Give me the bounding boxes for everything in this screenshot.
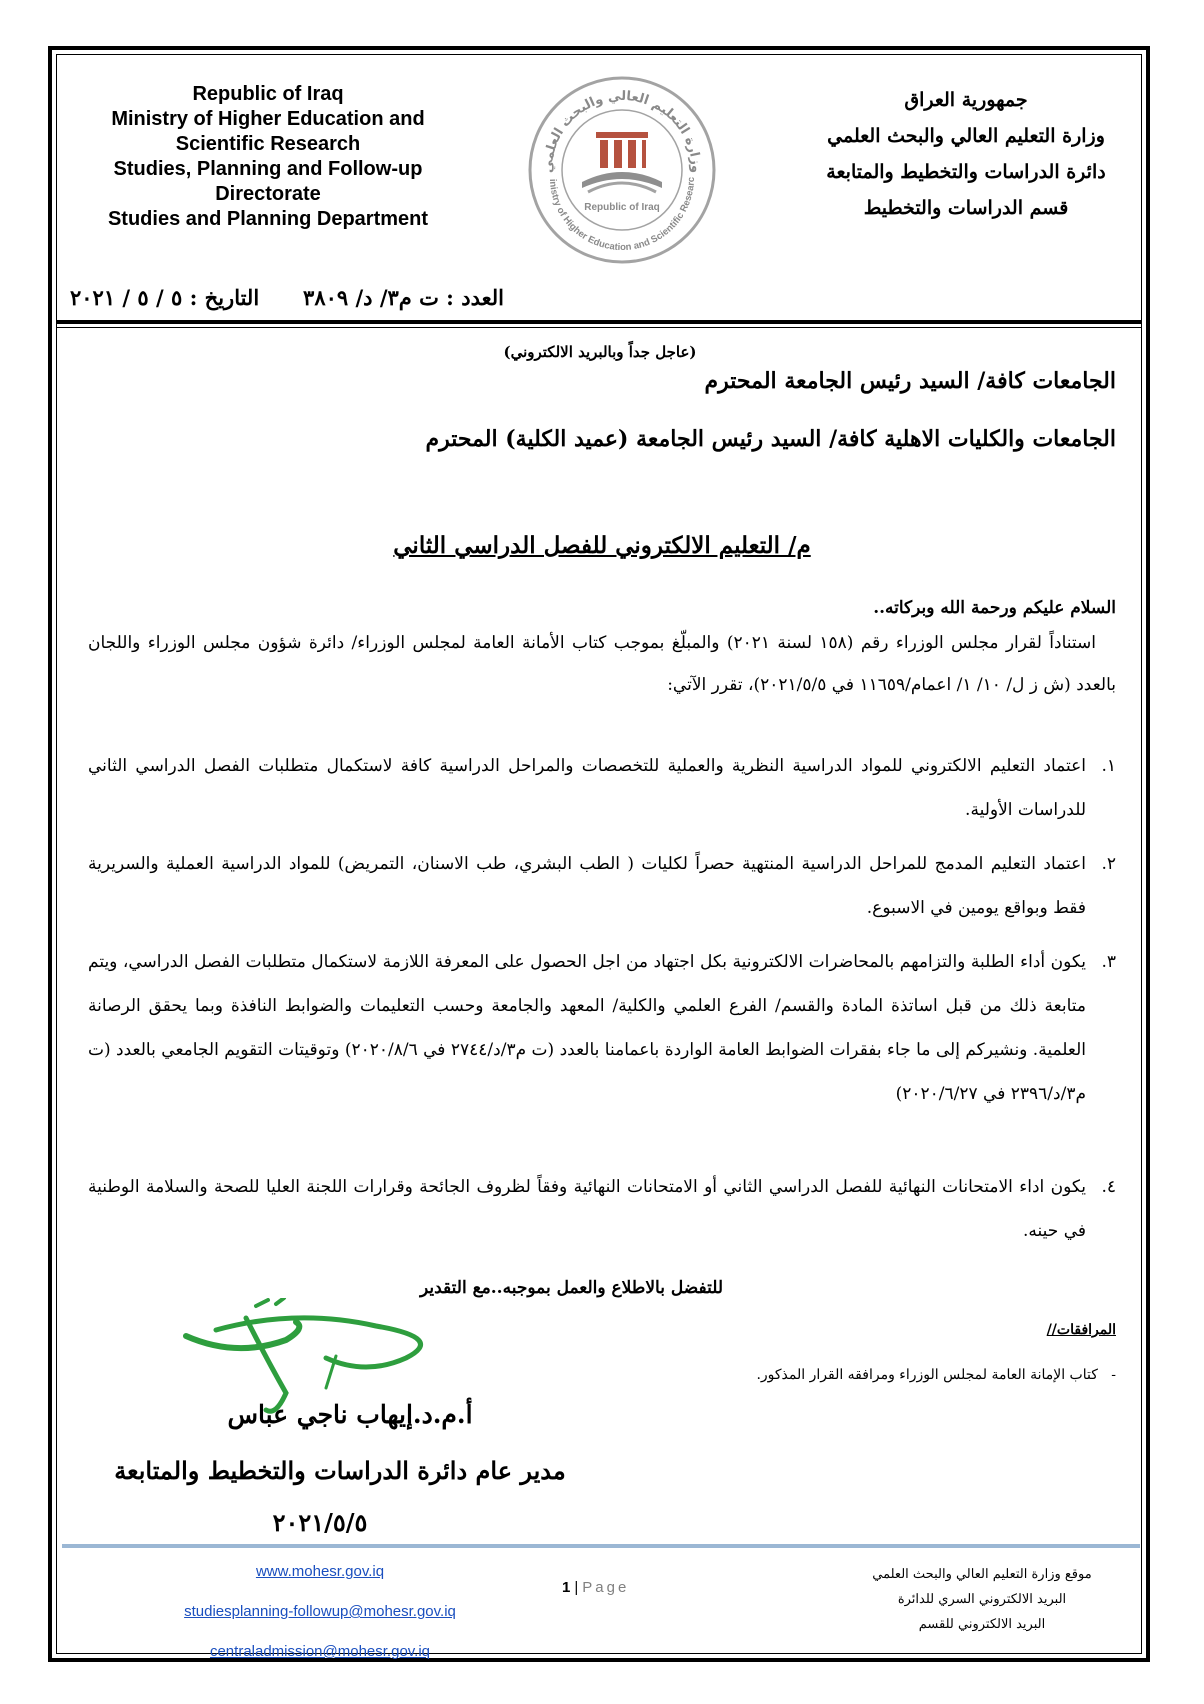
- item-text: اعتماد التعليم المدمج للمراحل الدراسية المنتهية حصراً لكليات ( الطب البشري، طب الاسنان، التمريض) للمواد الدراسية العملية والسريرية فقط وبواقع يومين في الاسبوع.: [88, 854, 1086, 918]
- closing-text: للتفضل بالاطلاع والعمل بموجبه..مع التقدير: [420, 1278, 724, 1298]
- ministry-seal-icon: [522, 70, 722, 270]
- seal-english-ring: inistry of Higher Education and Scientific Researc: [546, 176, 698, 254]
- reference-line: [70, 285, 590, 310]
- list-item: [88, 940, 1116, 1116]
- attachment-item: - كتاب الإمانة العامة لمجلس الوزراء ومرافقه القرار المذكور.: [756, 1367, 1116, 1383]
- urgent-note: (عاجل جداً وبالبريد الالكتروني): [503, 343, 697, 361]
- header-ar-line: جمهورية العراق: [904, 89, 1028, 111]
- page-number: 1 | Page: [562, 1579, 630, 1596]
- signature-date: ٢٠٢١/٥/٥: [272, 1508, 368, 1537]
- reference-number: العدد : ت م٣/ د/ ٣٨٠٩: [303, 285, 504, 310]
- item-text: اعتماد التعليم الالكتروني للمواد الدراسية النظرية والعملية للتخصصات والمراحل الدراسية كافة لاستكمال متطلبات الفصل الدراسي الثاني للدراسات الأولية.: [88, 756, 1086, 820]
- header-en-line: Directorate: [215, 183, 321, 205]
- addressee: الجامعات كافة/ السيد رئيس الجامعة المحترم: [704, 368, 1116, 394]
- header-en-line: Ministry of Higher Education and: [111, 108, 425, 130]
- divider: [56, 327, 1142, 328]
- list-item: [88, 744, 1116, 832]
- header-english: [78, 82, 458, 232]
- item-number: ١.: [1101, 756, 1116, 776]
- header-ar-line: وزارة التعليم العالي والبحث العلمي: [827, 125, 1105, 147]
- item-number: ٢.: [1101, 854, 1116, 874]
- footer-label: البريد الالكتروني للقسم: [918, 1617, 1046, 1632]
- directorate-email-link[interactable]: studiesplanning-followup@mohesr.gov.iq: [184, 1603, 456, 1620]
- intro-paragraph: استناداً لقرار مجلس الوزراء رقم (١٥٨ لسنة ٢٠٢١) والمبلّغ بموجب كتاب الأمانة العامة لمجلس الوزراء/ دائرة شؤون مجلس الوزراء واللجان بالعدد (ش ز ل/ ١٠/ ١/ اعمام/١١٦٥٩ في ٢٠٢١/٥/٥)، تقرر الآتي:: [88, 633, 1116, 695]
- item-number: ٣.: [1101, 952, 1116, 972]
- subject-line: [0, 532, 1204, 559]
- header-en-line: Republic of Iraq: [192, 83, 344, 105]
- website-link[interactable]: www.mohesr.gov.iq: [255, 1563, 385, 1580]
- header-arabic: [786, 82, 1146, 226]
- attachments-title: المرافقات//: [1046, 1322, 1116, 1338]
- attachment-text: كتاب الإمانة العامة لمجلس الوزراء ومرافقه القرار المذكور.: [756, 1367, 1098, 1383]
- letter-intro: [88, 594, 1116, 706]
- signer-name: أ.م.د.إيهاب ناجي عباس: [227, 1400, 473, 1429]
- footer-label: موقع وزارة التعليم العالي والبحث العلمي: [872, 1567, 1092, 1582]
- footer-divider: [62, 1544, 1140, 1548]
- header-en-line: Studies, Planning and Follow-up: [113, 158, 423, 180]
- footer-arabic-labels: [832, 1562, 1132, 1637]
- list-item: [88, 1165, 1116, 1253]
- footer-links: [100, 1552, 540, 1672]
- reference-date: التاريخ : ٥ / ٥ / ٢٠٢١: [70, 285, 260, 310]
- header-ar-line: دائرة الدراسات والتخطيط والمتابعة: [826, 161, 1106, 183]
- addressee: الجامعات والكليات الاهلية كافة/ السيد رئيس الجامعة (عميد الكلية) المحترم: [425, 426, 1116, 452]
- header-en-line: Studies and Planning Department: [107, 208, 429, 230]
- greeting: السلام عليكم ورحمة الله وبركاته..: [873, 598, 1116, 618]
- seal-arabic-ring: وزارة التعليم العالي والبحث العلمي: [540, 88, 704, 174]
- header-en-line: Scientific Research: [175, 133, 361, 155]
- header-ar-line: قسم الدراسات والتخطيط: [863, 197, 1069, 219]
- footer-label: البريد الالكتروني السري للدائرة: [897, 1592, 1067, 1607]
- divider: [56, 320, 1142, 324]
- subject-text: م/ التعليم الالكتروني للفصل الدراسي الثاني: [393, 532, 811, 559]
- item-text: يكون أداء الطلبة والتزامهم بالمحاضرات الالكترونية بكل اجتهاد من اجل الحصول على المعرفة اللازمة لاستكمال متطلبات الفصل الدراسي، ويتم متابعة ذلك من قبل اساتذة المادة والقسم/ الفرع العلمي والكلية/ المعهد والجامعة وحسب التعليمات والضوابط النافذة وبما يحقق الرصانة العلمية. ونشيركم إلى ما جاء بفقرات الضوابط العامة الواردة باعمامنا بالعدد (ت م٣/د/٢٧٤٤ في ٢٠٢٠/٨/٦) وتوقيتات التقويم الجامعي بالعدد (ت م٣/د/٢٣٩٦ في ٢٠٢٠/٦/٢٧): [88, 952, 1087, 1104]
- item-number: ٤.: [1101, 1177, 1116, 1197]
- seal-center-text: Republic of Iraq: [584, 202, 660, 213]
- list-item: [88, 842, 1116, 930]
- signer-title: مدير عام دائرة الدراسات والتخطيط والمتابعة: [114, 1456, 566, 1485]
- item-text: يكون اداء الامتحانات النهائية للفصل الدراسي الثاني أو الامتحانات النهائية وفقاً لظروف الجائحة وقرارات اللجنة العليا للصحة والسلامة الوطنية في حينه.: [88, 1177, 1086, 1241]
- department-email-link[interactable]: centraladmission@mohesr.gov.iq: [209, 1643, 431, 1660]
